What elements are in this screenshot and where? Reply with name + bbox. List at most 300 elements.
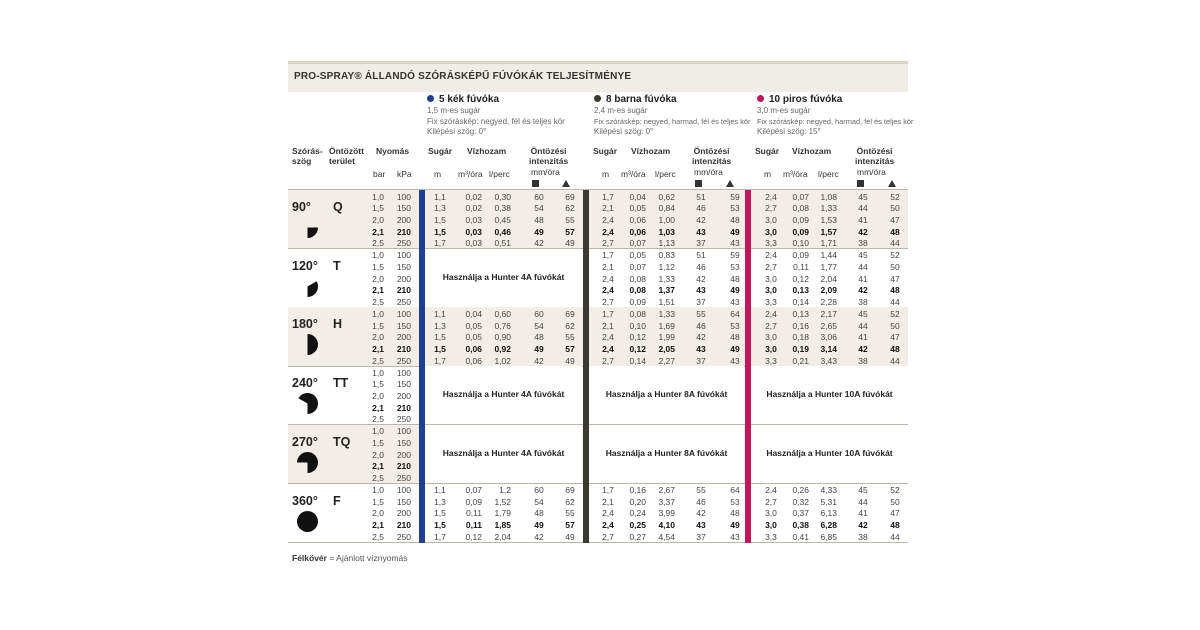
flow-lpm: 2,17 — [820, 308, 837, 319]
radius-m: 1,3 — [434, 203, 446, 214]
pressure-kpa: 100 — [396, 367, 411, 378]
blue-dot-icon — [427, 95, 434, 102]
flow-lpm: 1,02 — [494, 355, 511, 366]
radius-m: 2,1 — [602, 320, 614, 331]
pressure-kpa: 200 — [396, 449, 411, 460]
intensity-square: 42 — [534, 531, 544, 542]
table-row — [288, 332, 908, 344]
radius-m: 1,7 — [602, 308, 614, 319]
intensity-square: 46 — [696, 320, 706, 331]
area-code: TQ — [333, 434, 351, 449]
flow-m3h: 0,08 — [792, 203, 809, 214]
intensity-triangle: 49 — [730, 520, 740, 531]
flow-m3h: 0,13 — [792, 285, 809, 296]
note-box — [425, 366, 582, 425]
brown-dot-icon — [594, 95, 601, 102]
intensity-square: 43 — [696, 520, 706, 531]
pressure-kpa: 250 — [396, 296, 411, 307]
spray-angle: 180° — [292, 317, 318, 332]
intensity-square: 42 — [534, 355, 544, 366]
radius-m: 3,3 — [765, 531, 777, 542]
pressure-bar: 1,0 — [372, 485, 384, 495]
intensity-square: 49 — [534, 520, 544, 531]
radius-m: 2,4 — [602, 214, 614, 225]
intensity-square: 41 — [858, 273, 868, 284]
flow-m3h: 0,07 — [629, 238, 646, 249]
nozzle-name: 5 kék fúvóka — [439, 94, 500, 105]
intensity-square: 42 — [534, 238, 544, 249]
flow-m3h: 0,32 — [792, 496, 809, 507]
radius-m: 2,4 — [602, 520, 614, 531]
intensity-triangle: 49 — [565, 238, 575, 249]
intensity-square: 37 — [696, 296, 706, 307]
intensity-square: 55 — [696, 485, 706, 495]
header-unit-m: m — [602, 169, 610, 179]
flow-m3h: 0,38 — [792, 520, 809, 531]
flow-lpm: 0,45 — [494, 214, 511, 225]
intensity-square: 45 — [858, 485, 868, 495]
flow-lpm: 3,14 — [820, 343, 837, 354]
angle-group-tt — [288, 366, 908, 425]
intensity-square: 38 — [858, 355, 868, 366]
flow-lpm: 1,33 — [658, 273, 675, 284]
header-flow: Vízhozam — [792, 146, 832, 156]
flow-m3h: 0,10 — [629, 320, 646, 331]
intensity-triangle: 64 — [730, 308, 740, 319]
header-unit-m3h: m³/óra — [621, 169, 646, 179]
pressure-kpa: 100 — [396, 191, 411, 202]
flow-lpm: 2,04 — [820, 273, 837, 284]
triangle-spacing-icon — [562, 180, 570, 187]
pressure-bar: 2,5 — [372, 355, 384, 366]
intensity-triangle: 53 — [730, 261, 740, 272]
intensity-triangle: 64 — [730, 485, 740, 495]
flow-m3h: 0,06 — [629, 214, 646, 225]
pressure-bar: 1,0 — [372, 367, 384, 378]
flow-lpm: 2,09 — [820, 285, 837, 296]
intensity-triangle: 49 — [565, 531, 575, 542]
flow-lpm: 1,85 — [494, 520, 511, 531]
intensity-square: 38 — [858, 296, 868, 307]
flow-lpm: 1,77 — [820, 261, 837, 272]
radius-m: 2,1 — [602, 261, 614, 272]
radius-m: 2,7 — [765, 496, 777, 507]
pressure-kpa: 200 — [396, 508, 411, 519]
intensity-square: 43 — [696, 285, 706, 296]
header-pressure: Nyomás — [376, 146, 410, 156]
flow-m3h: 0,05 — [465, 332, 482, 343]
table-row — [288, 520, 908, 532]
spray-angle: 90° — [292, 200, 311, 214]
intensity-triangle: 48 — [730, 214, 740, 225]
intensity-triangle: 50 — [890, 496, 900, 507]
flow-lpm: 1,52 — [494, 496, 511, 507]
flow-lpm: 2,65 — [820, 320, 837, 331]
intensity-square: 37 — [696, 355, 706, 366]
intensity-triangle: 48 — [890, 343, 900, 354]
intensity-triangle: 47 — [890, 273, 900, 284]
intensity-square: 48 — [534, 508, 544, 519]
note-box — [751, 425, 908, 484]
radius-m: 3,0 — [765, 285, 777, 296]
header-intensity-unit: mm/óra — [694, 167, 723, 177]
intensity-square: 42 — [858, 343, 868, 354]
intensity-square: 44 — [858, 496, 868, 507]
triangle-spacing-icon — [726, 180, 734, 187]
pressure-bar: 2,1 — [372, 343, 384, 354]
flow-m3h: 0,05 — [629, 203, 646, 214]
pressure-bar: 2,0 — [372, 273, 384, 284]
pressure-kpa: 250 — [396, 238, 411, 249]
flow-m3h: 0,08 — [629, 273, 646, 284]
header-intensity: Öntözési intenzitás — [855, 146, 895, 166]
flow-m3h: 0,16 — [792, 320, 809, 331]
intensity-triangle: 57 — [565, 520, 575, 531]
pressure-kpa: 150 — [396, 496, 411, 507]
flow-m3h: 0,02 — [465, 191, 482, 202]
flow-m3h: 0,24 — [629, 508, 646, 519]
intensity-square: 42 — [858, 226, 868, 237]
intensity-triangle: 48 — [890, 520, 900, 531]
header-unit-lpm: l/perc — [489, 169, 510, 179]
intensity-triangle: 57 — [565, 343, 575, 354]
flow-m3h: 0,10 — [792, 238, 809, 249]
intensity-triangle: 50 — [890, 320, 900, 331]
flow-m3h: 0,09 — [792, 250, 809, 261]
table-row — [288, 227, 908, 239]
header-flow: Vízhozam — [631, 146, 671, 156]
pressure-kpa: 210 — [396, 343, 411, 354]
intensity-square: 42 — [696, 508, 706, 519]
intensity-triangle: 52 — [890, 191, 900, 202]
radius-m: 1,5 — [434, 343, 446, 354]
flow-lpm: 1,71 — [820, 238, 837, 249]
flow-lpm: 0,60 — [494, 308, 511, 319]
pressure-bar: 2,1 — [372, 285, 384, 296]
intensity-triangle: 48 — [890, 285, 900, 296]
intensity-square: 54 — [534, 203, 544, 214]
pressure-bar: 1,0 — [372, 426, 384, 437]
intensity-triangle: 59 — [730, 191, 740, 202]
flow-lpm: 6,85 — [820, 531, 837, 542]
pressure-bar: 1,0 — [372, 250, 384, 261]
radius-m: 2,7 — [602, 531, 614, 542]
flow-lpm: 1,69 — [658, 320, 675, 331]
radius-m: 1,5 — [434, 332, 446, 343]
pressure-bar: 2,0 — [372, 332, 384, 343]
flow-m3h: 0,09 — [629, 296, 646, 307]
flow-lpm: 1,99 — [658, 332, 675, 343]
pressure-kpa: 150 — [396, 203, 411, 214]
intensity-triangle: 44 — [890, 355, 900, 366]
flow-lpm: 1,03 — [658, 226, 675, 237]
intensity-triangle: 48 — [890, 226, 900, 237]
note-box — [589, 425, 744, 484]
table-row — [288, 497, 908, 509]
nozzle-header-blue — [427, 94, 565, 138]
angle-group-h — [288, 307, 908, 366]
flow-m3h: 0,37 — [792, 508, 809, 519]
intensity-triangle: 47 — [890, 508, 900, 519]
flow-lpm: 1,13 — [658, 238, 675, 249]
intensity-triangle: 50 — [890, 261, 900, 272]
flow-lpm: 3,99 — [658, 508, 675, 519]
flow-m3h: 0,19 — [792, 343, 809, 354]
radius-m: 1,7 — [434, 355, 446, 366]
intensity-square: 42 — [696, 332, 706, 343]
intensity-square: 48 — [534, 214, 544, 225]
radius-m: 1,7 — [434, 238, 446, 249]
flow-lpm: 1,53 — [820, 214, 837, 225]
radius-m: 2,7 — [602, 355, 614, 366]
radius-m: 2,7 — [602, 238, 614, 249]
group-divider — [288, 542, 908, 543]
radius-m: 3,0 — [765, 520, 777, 531]
header-unit-m3h: m³/óra — [783, 169, 808, 179]
nozzle-pattern: Fix szóráskép: negyed, harmad, fél és teljes kör — [594, 116, 751, 126]
nozzle-name: 8 barna fúvóka — [606, 94, 677, 105]
flow-m3h: 0,06 — [465, 343, 482, 354]
spray-angle: 240° — [292, 376, 318, 391]
flow-lpm: 0,83 — [658, 250, 675, 261]
flow-m3h: 0,03 — [465, 238, 482, 249]
radius-m: 1,7 — [602, 485, 614, 495]
intensity-triangle: 53 — [730, 320, 740, 331]
radius-m: 2,4 — [602, 343, 614, 354]
pressure-kpa: 200 — [396, 332, 411, 343]
table-title: PRO-SPRAY® ÁLLANDÓ SZÓRÁSKÉPŰ FÚVÓKÁK TELJESÍTMÉNYE — [294, 71, 632, 82]
intensity-square: 46 — [696, 203, 706, 214]
flow-m3h: 0,21 — [792, 355, 809, 366]
flow-lpm: 2,28 — [820, 296, 837, 307]
flow-m3h: 0,16 — [629, 485, 646, 495]
intensity-square: 42 — [696, 214, 706, 225]
intensity-triangle: 59 — [730, 250, 740, 261]
flow-m3h: 0,05 — [465, 320, 482, 331]
flow-lpm: 0,92 — [494, 343, 511, 354]
footnote: Félkövér = Ajánlott víznyomás — [292, 553, 408, 563]
spray-angle: 120° — [292, 258, 318, 273]
pressure-kpa: 200 — [396, 273, 411, 284]
radius-m: 2,4 — [765, 308, 777, 319]
angle-group-q — [288, 190, 908, 249]
pressure-kpa: 100 — [396, 250, 411, 261]
intensity-square: 41 — [858, 508, 868, 519]
flow-m3h: 0,14 — [629, 355, 646, 366]
nozzle-radius: 2,4 m-es sugár — [594, 106, 648, 115]
radius-m: 2,4 — [602, 508, 614, 519]
note-box — [589, 366, 744, 425]
header-bar: bar — [373, 169, 386, 179]
blue-column-bar — [419, 190, 425, 543]
pressure-bar: 1,5 — [372, 496, 384, 507]
table-row — [288, 309, 908, 321]
flow-lpm: 3,37 — [658, 496, 675, 507]
red-column-bar — [745, 190, 751, 543]
intensity-square: 48 — [534, 332, 544, 343]
intensity-triangle: 43 — [730, 296, 740, 307]
intensity-triangle: 52 — [890, 308, 900, 319]
intensity-triangle: 44 — [890, 238, 900, 249]
radius-m: 1,5 — [434, 508, 446, 519]
flow-m3h: 0,41 — [792, 531, 809, 542]
intensity-triangle: 62 — [565, 496, 575, 507]
use-other-nozzle-note: Használja a Hunter 4A fúvókát — [442, 447, 565, 458]
table-row — [288, 485, 908, 497]
intensity-square: 43 — [696, 226, 706, 237]
radius-m: 2,7 — [765, 320, 777, 331]
intensity-square: 37 — [696, 238, 706, 249]
radius-m: 2,4 — [765, 250, 777, 261]
pressure-bar: 2,0 — [372, 214, 384, 225]
flow-lpm: 3,43 — [820, 355, 837, 366]
flow-lpm: 1,00 — [658, 214, 675, 225]
intensity-triangle: 52 — [890, 250, 900, 261]
area-code: TT — [333, 376, 349, 391]
table-row — [288, 271, 908, 286]
use-other-nozzle-note: Használja a Hunter 8A fúvókát — [605, 389, 728, 400]
intensity-square: 54 — [534, 496, 544, 507]
intensity-triangle: 48 — [730, 332, 740, 343]
intensity-square: 54 — [534, 320, 544, 331]
intensity-square: 45 — [858, 250, 868, 261]
pressure-bar: 2,5 — [372, 296, 384, 307]
flow-m3h: 0,13 — [792, 308, 809, 319]
header-area: Öntözött terület — [329, 146, 364, 166]
intensity-square: 42 — [858, 520, 868, 531]
intensity-square: 42 — [696, 273, 706, 284]
intensity-triangle: 43 — [730, 238, 740, 249]
pressure-bar: 2,0 — [372, 390, 384, 401]
intensity-triangle: 69 — [565, 308, 575, 319]
intensity-triangle: 50 — [890, 203, 900, 214]
radius-m: 2,4 — [602, 273, 614, 284]
radius-m: 2,4 — [602, 285, 614, 296]
header-unit-lpm: l/perc — [818, 169, 839, 179]
radius-m: 1,5 — [434, 226, 446, 237]
header-unit-m: m — [434, 169, 442, 179]
intensity-square: 43 — [696, 343, 706, 354]
radius-m: 1,7 — [602, 250, 614, 261]
nozzle-angle: Kilépési szög: 15° — [757, 127, 821, 136]
radius-m: 2,1 — [602, 203, 614, 214]
spray-angle: 270° — [292, 434, 318, 449]
radius-m: 1,7 — [434, 531, 446, 542]
flow-lpm: 5,31 — [820, 496, 837, 507]
flow-m3h: 0,07 — [792, 191, 809, 202]
header-radius: Sugár — [755, 146, 780, 156]
pressure-bar: 2,0 — [372, 449, 384, 460]
angle-group-tq — [288, 425, 908, 484]
intensity-triangle: 44 — [890, 296, 900, 307]
flow-lpm: 0,84 — [658, 203, 675, 214]
header-intensity-unit: mm/óra — [531, 167, 560, 177]
table-row — [288, 192, 908, 204]
header-unit-m: m — [764, 169, 772, 179]
intensity-triangle: 55 — [565, 332, 575, 343]
intensity-triangle: 49 — [730, 343, 740, 354]
intensity-triangle: 47 — [890, 332, 900, 343]
intensity-triangle: 62 — [565, 320, 575, 331]
flow-lpm: 4,33 — [820, 485, 837, 495]
intensity-square: 44 — [858, 203, 868, 214]
flow-m3h: 0,11 — [793, 261, 809, 272]
pressure-kpa: 250 — [396, 473, 411, 484]
flow-lpm: 0,30 — [494, 191, 511, 202]
intensity-triangle: 44 — [890, 531, 900, 542]
flow-lpm: 1,79 — [494, 508, 511, 519]
flow-lpm: 1,12 — [658, 261, 675, 272]
angle-group-f — [288, 484, 908, 543]
intensity-square: 46 — [696, 496, 706, 507]
flow-lpm: 1,33 — [658, 308, 675, 319]
intensity-triangle: 43 — [730, 355, 740, 366]
square-spacing-icon — [695, 180, 702, 187]
header-radius: Sugár — [593, 146, 618, 156]
area-code: H — [333, 317, 343, 332]
intensity-square: 49 — [534, 343, 544, 354]
flow-lpm: 2,67 — [658, 485, 675, 495]
pressure-bar: 1,5 — [372, 203, 384, 214]
flow-lpm: 0,76 — [494, 320, 511, 331]
flow-m3h: 0,05 — [629, 250, 646, 261]
flow-m3h: 0,04 — [465, 308, 482, 319]
flow-m3h: 0,12 — [629, 332, 646, 343]
radius-m: 3,0 — [765, 508, 777, 519]
intensity-triangle: 53 — [730, 496, 740, 507]
flow-lpm: 1,33 — [820, 203, 837, 214]
intensity-square: 51 — [696, 250, 706, 261]
table-row — [288, 508, 908, 520]
pressure-bar: 1,0 — [372, 191, 384, 202]
flow-m3h: 0,07 — [629, 261, 646, 272]
pressure-kpa: 150 — [396, 261, 411, 272]
flow-lpm: 0,51 — [494, 238, 511, 249]
spray-angle: 360° — [292, 493, 318, 508]
flow-m3h: 0,09 — [465, 496, 482, 507]
intensity-square: 44 — [858, 261, 868, 272]
pressure-kpa: 210 — [396, 461, 411, 472]
pressure-kpa: 150 — [396, 437, 411, 448]
radius-m: 2,4 — [765, 485, 777, 495]
intensity-triangle: 53 — [730, 203, 740, 214]
pressure-kpa: 210 — [396, 285, 411, 296]
intensity-square: 45 — [858, 191, 868, 202]
intensity-square: 60 — [534, 191, 544, 202]
flow-m3h: 0,18 — [792, 332, 809, 343]
flow-lpm: 0,46 — [494, 226, 511, 237]
pressure-bar: 2,5 — [372, 531, 384, 542]
triangle-spacing-icon — [888, 180, 896, 187]
table-row — [288, 262, 908, 274]
flow-m3h: 0,09 — [792, 226, 809, 237]
use-other-nozzle-note: Használja a Hunter 4A fúvókát — [442, 271, 565, 282]
intensity-square: 38 — [858, 238, 868, 249]
table-row — [288, 215, 908, 227]
flow-lpm: 0,90 — [494, 332, 511, 343]
header-kpa: kPa — [397, 169, 412, 179]
radius-m: 1,1 — [434, 308, 446, 319]
intensity-square: 60 — [534, 308, 544, 319]
area-code: Q — [333, 200, 343, 214]
brown-column-bar — [583, 190, 589, 543]
flow-m3h: 0,06 — [629, 226, 646, 237]
radius-m: 1,3 — [434, 320, 446, 331]
pressure-bar: 1,5 — [372, 379, 384, 390]
header-unit-lpm: l/perc — [655, 169, 676, 179]
intensity-square: 60 — [534, 485, 544, 495]
flow-m3h: 0,09 — [792, 214, 809, 225]
